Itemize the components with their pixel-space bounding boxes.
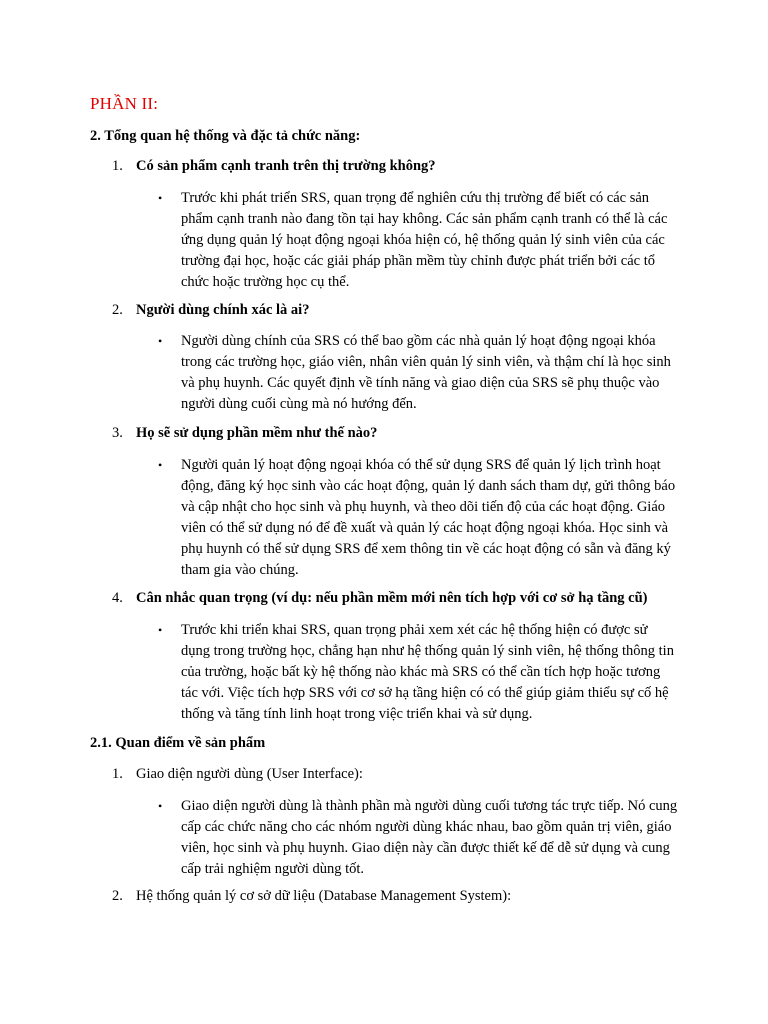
bullet-icon: • <box>158 623 163 637</box>
list-item-number: 3. <box>112 425 123 441</box>
bullet-icon: • <box>158 799 163 813</box>
bullet-text: Giao diện người dùng là thành phần mà người dùng cuối tương tác trực tiếp. Nó cung cấp các chức năng cho các nhóm người dùng khác nhau, bao gồm quản trị viên, giáo viên, học sinh và phụ huynh. Giao diện này cần được thiết kế để dễ sử dụng và cung cấp trải nghiệm người dùng tốt. <box>181 798 678 877</box>
list-item <box>112 590 712 607</box>
bullet-icon: • <box>158 334 163 348</box>
bullet-paragraph <box>158 331 678 415</box>
list-item <box>112 302 712 319</box>
bullet-paragraph <box>158 620 678 725</box>
list-item <box>112 766 712 783</box>
bullet-paragraph <box>158 455 678 581</box>
bullet-text: Trước khi phát triển SRS, quan trọng để nghiên cứu thị trường để biết có các sản phẩm cạnh tranh nào đang tồn tại hay không. Các sản phẩm cạnh tranh có thể là các ứng dụng quản lý hoạt động ngoại khóa hiện có, hệ thống quản lý sinh viên của các trường đại học, hoặc các giải pháp phần mềm tùy chỉnh được phát triển bởi các tổ chức hoặc trường học cụ thể. <box>181 190 668 290</box>
bullet-icon: • <box>158 458 163 472</box>
list-item <box>112 158 712 175</box>
list-item-number: 2. <box>112 888 123 904</box>
subsection-heading: 2.1. Quan điểm về sản phẩm <box>90 735 266 751</box>
list-item-title: Cân nhắc quan trọng (ví dụ: nếu phần mềm mới nên tích hợp với cơ sở hạ tầng cũ) <box>136 590 648 606</box>
bullet-paragraph <box>158 796 678 880</box>
bullet-paragraph <box>158 188 678 293</box>
bullet-icon: • <box>158 191 163 205</box>
list-item-title: Người dùng chính xác là ai? <box>136 302 310 318</box>
bullet-text: Người dùng chính của SRS có thể bao gồm các nhà quản lý hoạt động ngoại khóa trong các trường học, giáo viên, nhân viên quản lý sinh viên, và thậm chí là học sinh và phụ huynh. Các quyết định về tính năng và giao diện của SRS sẽ phụ thuộc vào người dùng cuối cùng mà nó hướng đến. <box>181 333 671 412</box>
list-item-number: 4. <box>112 590 123 606</box>
bullet-text: Trước khi triển khai SRS, quan trọng phải xem xét các hệ thống hiện có được sử dụng trong trường học, chẳng hạn như hệ thống quản lý sinh viên, hệ thống thông tin của trường, hoặc bất kỳ hệ thống nào khác mà SRS có thể cần tích hợp hoặc tương tác với. Việc tích hợp SRS với cơ sở hạ tầng hiện có có thể giúp giảm thiểu sự cố hệ thống và tăng tính linh hoạt trong việc triển khai và sử dụng. <box>181 622 674 722</box>
list-item-title: Có sản phẩm cạnh tranh trên thị trường không? <box>136 158 436 174</box>
part-title: PHẦN II: <box>90 94 159 113</box>
list-item-number: 1. <box>112 158 123 174</box>
list-item-number: 1. <box>112 766 123 782</box>
list-item-number: 2. <box>112 302 123 318</box>
section-heading: 2. Tổng quan hệ thống và đặc tả chức năng: <box>90 128 361 144</box>
list-item <box>112 888 712 905</box>
list-item <box>112 425 712 442</box>
list-item-title: Giao diện người dùng (User Interface): <box>136 766 363 782</box>
list-item-title: Họ sẽ sử dụng phần mềm như thế nào? <box>136 425 378 441</box>
list-item-title: Hệ thống quản lý cơ sở dữ liệu (Database Management System): <box>136 888 512 904</box>
bullet-text: Người quản lý hoạt động ngoại khóa có thể sử dụng SRS để quản lý lịch trình hoạt động, đăng ký học sinh vào các hoạt động, quản lý danh sách tham dự, gửi thông báo và cập nhật cho học sinh và phụ huynh, và theo dõi tiến độ của các hoạt động. Giáo viên có thể sử dụng nó để đề xuất và quản lý các hoạt động ngoại khóa. Học sinh và phụ huynh có thể sử dụng SRS để xem thông tin về các hoạt động có sẵn và đăng ký tham gia vào chúng. <box>181 457 676 578</box>
